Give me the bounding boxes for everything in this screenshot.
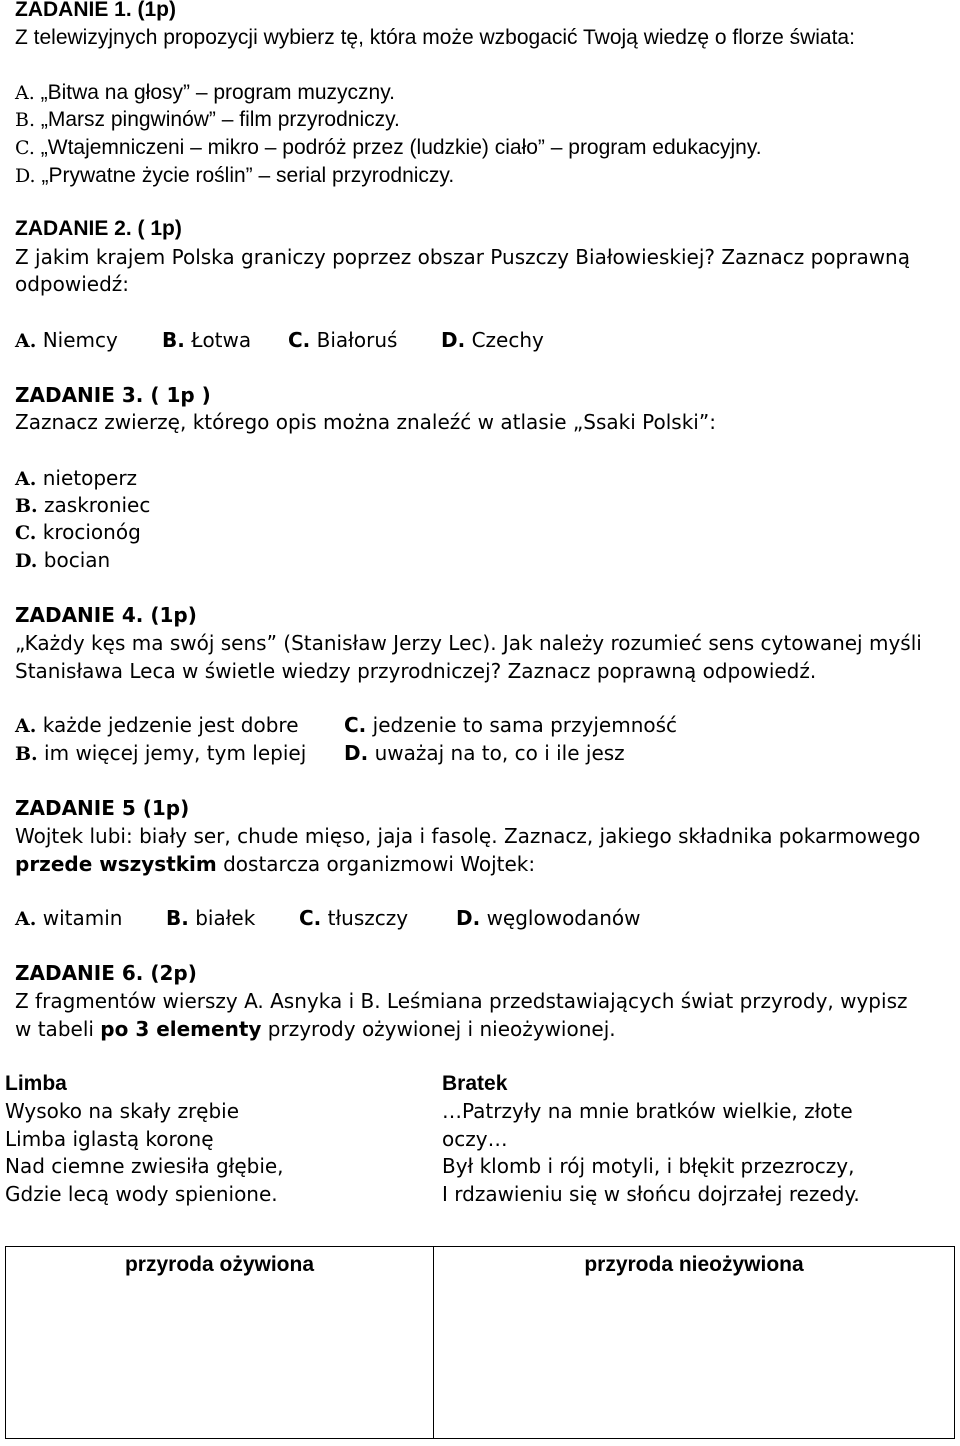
option-letter: B.	[15, 495, 38, 517]
poem-right-line: I rdzawieniu się w słońcu dojrzałej rezedy.	[442, 1182, 860, 1206]
z5-title: ZADANIE 5 (1p)	[15, 796, 190, 820]
option-text: „Prywatne życie roślin” – serial przyrodniczy.	[41, 164, 455, 187]
option-letter: A.	[15, 908, 37, 930]
option-letter: A.	[15, 468, 37, 490]
z1-option-a[interactable]	[15, 79, 395, 107]
z6-question-part-b: przyrody ożywionej i nieożywionej.	[261, 1017, 616, 1041]
z3-option-c[interactable]	[15, 519, 141, 547]
z5-option-a[interactable]	[15, 905, 122, 933]
option-text: Łotwa	[191, 328, 252, 352]
poem-right-line: Był klomb i rój motyli, i błękit przezroczy,	[442, 1154, 855, 1178]
option-letter: C.	[344, 713, 367, 737]
option-letter: A.	[15, 330, 37, 352]
option-letter: D.	[344, 741, 369, 765]
z2-question-line-2: odpowiedź:	[15, 272, 130, 296]
option-text: białek	[195, 906, 256, 930]
z5-option-c[interactable]	[299, 905, 408, 932]
poem-left-title: Limba	[5, 1072, 67, 1095]
z4-option-b[interactable]	[15, 740, 306, 768]
poem-left-line: Nad ciemne zwiesiła głębie,	[5, 1154, 284, 1178]
answer-table	[5, 1246, 955, 1439]
option-text: każde jedzenie jest dobre	[42, 713, 299, 737]
option-text: zaskroniec	[44, 493, 151, 517]
option-letter: D.	[441, 328, 466, 352]
z3-option-b[interactable]	[15, 492, 150, 520]
z5-question-line-1: Wojtek lubi: biały ser, chude mięso, jaja i fasolę. Zaznacz, jakiego składnika pokarmowego	[15, 824, 921, 848]
z6-question-line-2	[15, 1016, 616, 1043]
option-letter: D.	[15, 550, 38, 572]
option-text: nietoperz	[42, 466, 138, 490]
option-letter: D.	[456, 906, 481, 930]
z2-option-b[interactable]	[162, 327, 251, 354]
option-text: Białoruś	[316, 328, 398, 352]
option-text: krocionóg	[42, 520, 141, 544]
z5-question-rest: dostarcza organizmowi Wojtek:	[216, 852, 536, 876]
option-text: im więcej jemy, tym lepiej	[44, 741, 307, 765]
z5-option-d[interactable]	[456, 905, 641, 932]
option-letter: A.	[15, 715, 37, 737]
z4-option-a[interactable]	[15, 712, 299, 740]
z2-option-d[interactable]	[441, 327, 544, 354]
option-text: węglowodanów	[486, 906, 641, 930]
z1-option-b[interactable]	[15, 106, 400, 134]
z4-question-line-2: Stanisława Leca w świetle wiedzy przyrodniczej? Zaznacz poprawną odpowiedź.	[15, 659, 817, 683]
z2-option-c[interactable]	[288, 327, 397, 354]
header-nonliving: przyroda nieożywiona	[584, 1253, 804, 1276]
option-letter: C.	[15, 522, 37, 544]
z1-option-d[interactable]	[15, 162, 454, 190]
option-text: uważaj na to, co i ile jesz	[374, 741, 625, 765]
z6-emphasis: po 3 elementy	[100, 1017, 262, 1041]
option-letter: C.	[15, 137, 35, 159]
option-letter: B.	[166, 906, 189, 930]
header-living: przyroda ożywiona	[124, 1253, 315, 1276]
z4-question-line-1: „Każdy kęs ma swój sens” (Stanisław Jerzy Lec). Jak należy rozumieć sens cytowanej myśli	[15, 631, 922, 655]
z5-emphasis: przede wszystkim	[15, 852, 217, 876]
z1-question: Z telewizyjnych propozycji wybierz tę, która może wzbogacić Twoją wiedzę o florze świata:	[15, 26, 855, 49]
z4-option-d[interactable]	[344, 740, 625, 767]
option-text: „Wtajemniczeni – mikro – podróż przez (ludzkie) ciało” – program edukacyjny.	[40, 136, 762, 159]
z6-question-part-a: w tabeli	[15, 1017, 101, 1041]
poem-left-line: Limba iglastą koronę	[5, 1127, 214, 1151]
option-text: witamin	[42, 906, 123, 930]
poem-right-line: oczy…	[442, 1127, 508, 1151]
option-letter: B.	[15, 743, 38, 765]
option-text: „Bitwa na głosy” – program muzyczny.	[40, 81, 396, 104]
option-text: Czechy	[471, 328, 544, 352]
z3-option-a[interactable]	[15, 465, 137, 493]
option-text: jedzenie to sama przyjemność	[372, 713, 678, 737]
z4-option-c[interactable]	[344, 712, 677, 739]
poem-left-line: Wysoko na skały zrębie	[5, 1099, 240, 1123]
z2-title: ZADANIE 2. ( 1p)	[15, 217, 182, 240]
option-letter: C.	[288, 328, 311, 352]
poem-right-line: …Patrzyły na mnie bratków wielkie, złote	[442, 1099, 853, 1123]
option-letter: C.	[299, 906, 322, 930]
option-letter: D.	[15, 165, 36, 187]
z5-question-line-2	[15, 851, 535, 878]
option-text: tłuszczy	[327, 906, 409, 930]
option-text: Niemcy	[42, 328, 118, 352]
z1-option-c[interactable]	[15, 134, 762, 162]
option-letter: A.	[15, 82, 35, 104]
z3-title: ZADANIE 3. ( 1p )	[15, 383, 211, 407]
z2-question-line-1: Z jakim krajem Polska graniczy poprzez obszar Puszczy Białowieskiej? Zaznacz poprawną	[15, 245, 910, 269]
z6-question-line-1: Z fragmentów wierszy A. Asnyka i B. Leśmiana przedstawiających świat przyrody, wypisz	[15, 989, 908, 1013]
option-text: „Marsz pingwinów” – film przyrodniczy.	[40, 108, 400, 131]
z4-title: ZADANIE 4. (1p)	[15, 603, 197, 627]
poem-left-line: Gdzie lecą wody spienione.	[5, 1182, 278, 1206]
z2-option-a[interactable]	[15, 327, 118, 355]
z3-option-d[interactable]	[15, 547, 110, 575]
z3-question: Zaznacz zwierzę, którego opis można znaleźć w atlasie „Ssaki Polski”:	[15, 410, 716, 434]
z5-option-b[interactable]	[166, 905, 255, 932]
option-letter: B.	[15, 109, 36, 131]
z1-title: ZADANIE 1. (1p)	[15, 0, 177, 21]
z6-title: ZADANIE 6. (2p)	[15, 961, 197, 985]
answer-cell-living[interactable]	[6, 1247, 434, 1439]
poem-right-title: Bratek	[442, 1072, 508, 1095]
answer-cell-nonliving[interactable]	[434, 1247, 955, 1439]
option-text: bocian	[43, 548, 111, 572]
option-letter: B.	[162, 328, 185, 352]
